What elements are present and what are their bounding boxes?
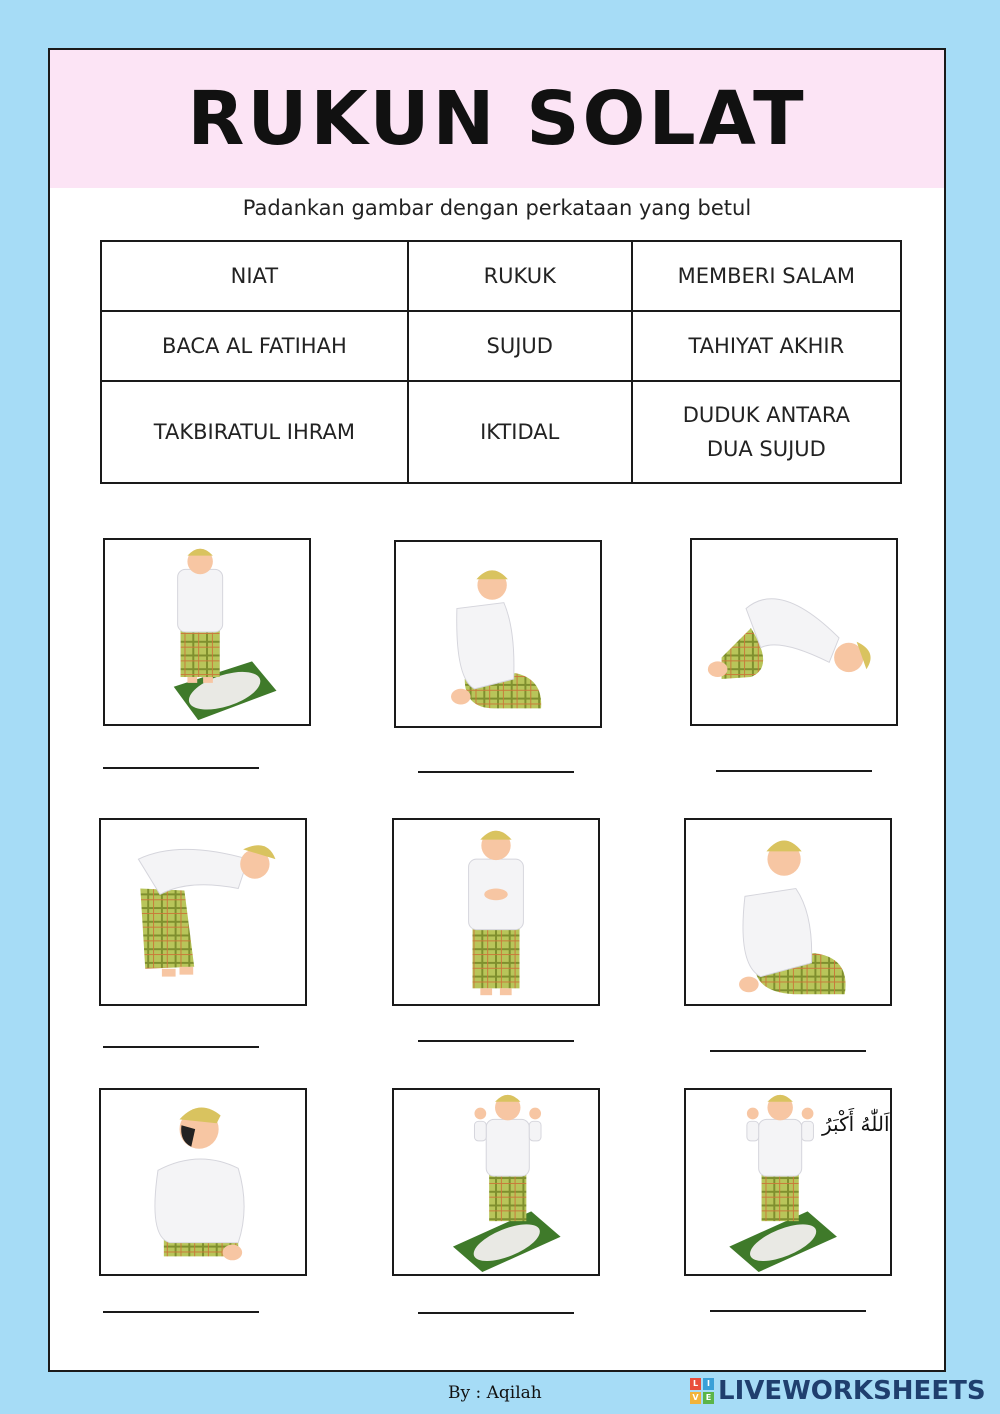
author-credit: By : Aqilah: [448, 1383, 542, 1403]
picture-takbir: [684, 1088, 892, 1276]
picture-prostrating: [690, 538, 898, 726]
picture-sitting-final: [684, 818, 892, 1006]
answer-line[interactable]: [716, 770, 872, 772]
word-bank-table: [100, 240, 902, 484]
person-hands-raised: [474, 1095, 541, 1221]
word-bank-row: [101, 311, 901, 381]
word-iktidal[interactable]: IKTIDAL: [408, 381, 632, 483]
page-title: RUKUN SOLAT: [187, 76, 807, 162]
answer-line[interactable]: [710, 1310, 866, 1312]
answer-line[interactable]: [103, 1311, 259, 1313]
person-hands-raised: [747, 1095, 814, 1221]
person-prostrating: [708, 599, 871, 679]
word-bank-row: [101, 241, 901, 311]
word-duduk-antara-dua-sujud[interactable]: DUDUK ANTARA DUA SUJUD: [632, 381, 901, 483]
picture-standing-on-mat: [103, 538, 311, 726]
answer-line[interactable]: [710, 1050, 866, 1052]
answer-line[interactable]: [103, 1046, 259, 1048]
word-tahiyat-akhir[interactable]: TAHIYAT AKHIR: [632, 311, 901, 381]
person-standing: [178, 549, 223, 683]
word-sujud[interactable]: SUJUD: [408, 311, 632, 381]
word-memberi-salam[interactable]: MEMBERI SALAM: [632, 241, 901, 311]
answer-line[interactable]: [103, 767, 259, 769]
answer-line[interactable]: [418, 1040, 574, 1042]
takbir-arabic-text: اَللّٰهُ أَكْبَرُ: [822, 1112, 890, 1136]
picture-sitting-between-prostrations: [394, 540, 602, 728]
picture-sitting-turning-head: [99, 1088, 307, 1276]
picture-hands-raised-on-mat: [392, 1088, 600, 1276]
answer-line[interactable]: [418, 1312, 574, 1314]
instruction-text: Padankan gambar dengan perkataan yang betul: [242, 196, 752, 220]
word-bank-row: [101, 381, 901, 483]
person-kneeling: [451, 570, 541, 708]
brand-name: LIVEWORKSHEETS: [718, 1376, 986, 1406]
word-rukuk[interactable]: RUKUK: [408, 241, 632, 311]
person-seated-back-view: [155, 1108, 244, 1261]
person-standing-hands-folded: [469, 831, 524, 995]
title-band: [50, 50, 944, 188]
picture-standing-hands-folded: [392, 818, 600, 1006]
person-sitting: [739, 841, 846, 995]
person-bowing: [138, 845, 275, 976]
word-takbiratul-ihram[interactable]: TAKBIRATUL IHRAM: [101, 381, 408, 483]
answer-line[interactable]: [418, 771, 574, 773]
word-niat[interactable]: NIAT: [101, 241, 408, 311]
liveworksheets-icon: L I V E: [690, 1378, 714, 1404]
word-baca-al-fatihah[interactable]: BACA AL FATIHAH: [101, 311, 408, 381]
picture-bowing: [99, 818, 307, 1006]
liveworksheets-logo[interactable]: [690, 1374, 986, 1408]
